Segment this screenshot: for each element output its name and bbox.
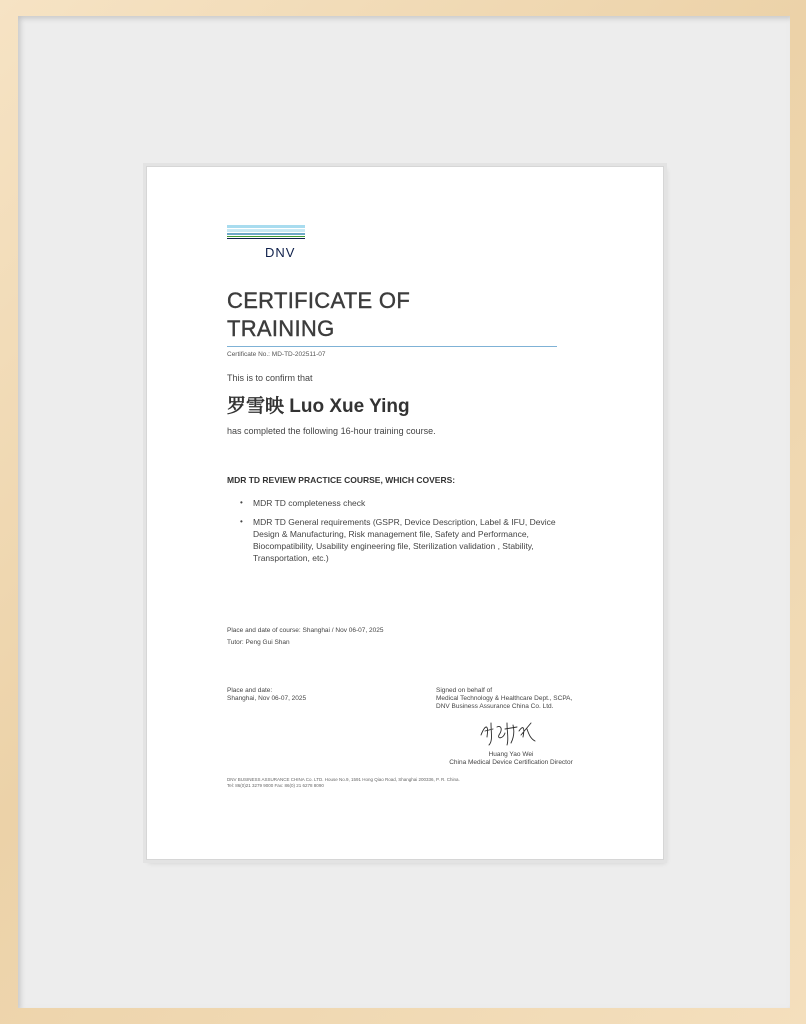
certificate-number: Certificate No.: MD-TD-202511-07 — [227, 351, 326, 358]
topic-text: MDR TD completeness check — [253, 498, 366, 508]
signer-name: Huang Yao Wei — [488, 751, 534, 758]
issue-place-date — [227, 687, 377, 703]
certificate-title — [227, 287, 410, 343]
signed-line-2: Medical Technology & Healthcare Dept., SCPA, — [436, 695, 573, 702]
course-place-date: Place and date of course: Shanghai / Nov 06-07, 2025 — [227, 627, 384, 634]
bullet-icon: • — [240, 517, 243, 526]
signer-block — [436, 751, 586, 767]
bullet-icon: • — [240, 498, 243, 507]
dnv-logo — [227, 225, 305, 260]
title-divider — [227, 346, 557, 347]
footer-line-2: Tel: 86(0)21 3279 9000 Fax: 86(0) 21 6278 8090 — [227, 783, 324, 788]
course-title: MDR TD REVIEW PRACTICE COURSE, WHICH COVERS: — [227, 475, 456, 485]
handwritten-signature — [477, 715, 537, 751]
course-topics — [227, 497, 567, 571]
footer-address — [227, 777, 460, 789]
topic-text: MDR TD General requirements (GSPR, Device Description, Label & IFU, Device Design & Manufacturing, Risk management file, Safety and Performance, Biocompatibility, Usability engineering file, Sterilization validation , Stability, Transportation, etc.) — [253, 517, 556, 563]
signed-on-behalf — [436, 687, 636, 711]
footer-line-1: DNV BUSINESS ASSURANCE CHINA Co. LTD. House No.9, 1591 Hong Qiao Road, Shanghai 200336, P. R. China. — [227, 777, 460, 782]
signed-line-1: Signed on behalf of — [436, 687, 493, 694]
tutor: Tutor: Peng Gui Shan — [227, 639, 290, 646]
list-item — [227, 516, 567, 564]
place-date-label: Place and date: — [227, 687, 273, 694]
place-date-value: Shanghai, Nov 06-07, 2025 — [227, 695, 307, 702]
completed-text: has completed the following 16-hour training course. — [227, 426, 436, 436]
recipient-name: 罗雪映 Luo Xue Ying — [227, 396, 410, 417]
certificate-paper — [146, 166, 664, 860]
signer-title: China Medical Device Certification Director — [449, 759, 573, 766]
confirm-text: This is to confirm that — [227, 373, 313, 383]
title-line-1: CERTIFICATE OF — [227, 288, 411, 313]
logo-text: DNV — [265, 245, 296, 260]
signed-line-3: DNV Business Assurance China Co. Ltd. — [436, 703, 554, 710]
list-item — [227, 497, 567, 509]
title-line-2: TRAINING — [227, 316, 335, 341]
